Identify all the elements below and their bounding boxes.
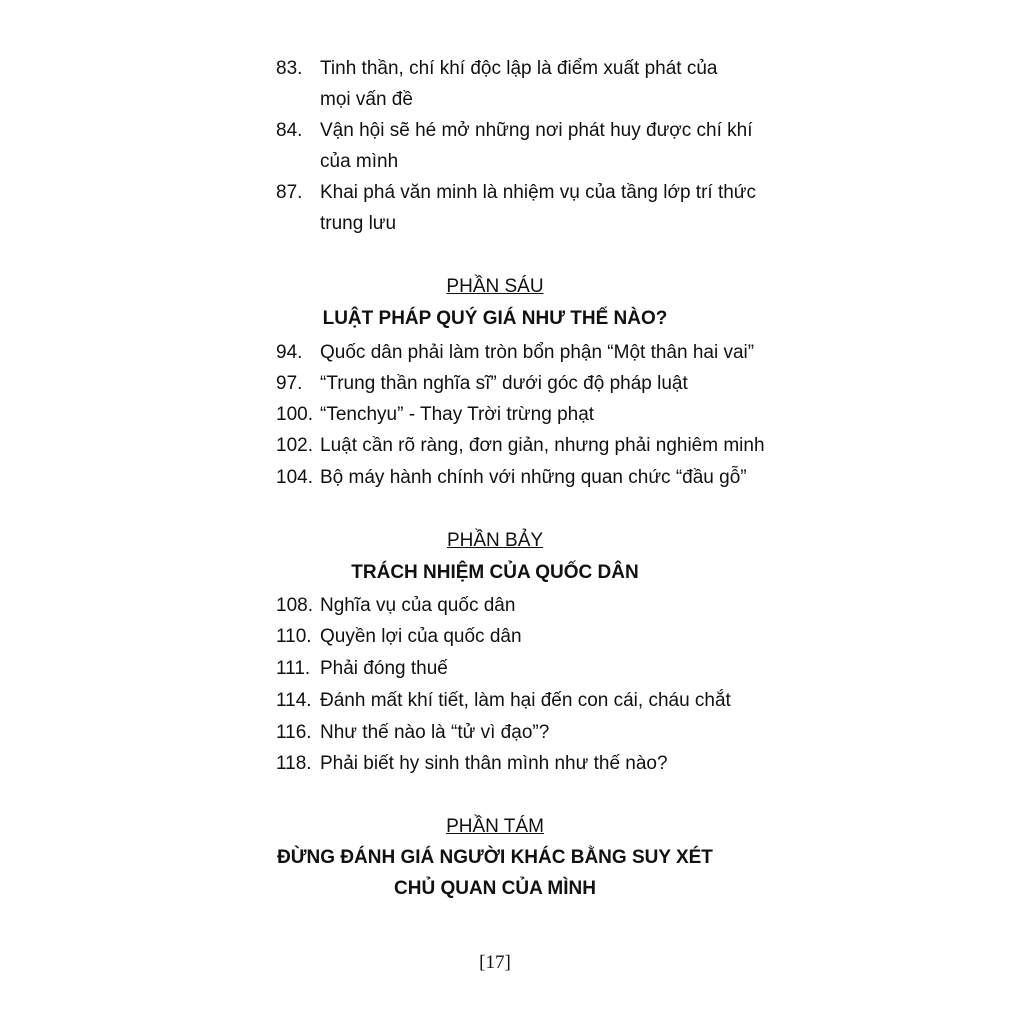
toc-entry-114 [276,685,756,716]
part-six-title: LUẬT PHÁP QUÝ GIÁ NHƯ THẾ NÀO? [322,308,668,329]
toc-entry-94 [276,337,756,368]
entry-text: Quốc dân phải làm tròn bổn phận “Một thân hai vai” [320,342,755,363]
toc-entry-110 [276,621,756,652]
toc-entry-83 [276,53,756,84]
part-eight-label: PHẦN TÁM [446,816,544,837]
toc-entry-97 [276,368,756,399]
entry-number: 87. [276,182,303,203]
entry-number: 108. [276,595,313,616]
part-seven-title: TRÁCH NHIỆM CỦA QUỐC DÂN [351,562,639,583]
entry-number: 94. [276,342,303,363]
entry-continuation: của mình [320,151,399,172]
part-eight-title-line2: CHỦ QUAN CỦA MÌNH [394,878,596,899]
toc-entry-111 [276,653,756,684]
entry-text: Khai phá văn minh là nhiệm vụ của tầng lớp trí thức [320,182,757,203]
entry-text: “Trung thần nghĩa sĩ” dưới góc độ pháp luật [320,373,688,394]
entry-text: Vận hội sẽ hé mở những nơi phát huy được chí khí [320,120,753,141]
entry-text: Như thế nào là “tử vì đạo”? [320,722,550,743]
entry-number: 111. [276,658,311,679]
entry-text: Quyền lợi của quốc dân [320,626,522,647]
entry-text: Nghĩa vụ của quốc dân [320,595,516,616]
part-eight-title-line1: ĐỪNG ĐÁNH GIÁ NGƯỜI KHÁC BẰNG SUY XÉT [277,847,713,868]
entry-continuation: mọi vấn đề [320,89,413,110]
entry-text: “Tenchyu” - Thay Trời trừng phạt [320,404,595,425]
part-six-label: PHẦN SÁU [446,276,544,297]
entry-text: Tinh thần, chí khí độc lập là điểm xuất phát của [320,58,718,79]
toc-entry-84 [276,115,756,146]
entry-number: 97. [276,373,303,394]
toc-entry-116 [276,717,756,748]
entry-number: 104. [276,467,313,488]
toc-entry-108 [276,590,756,621]
entry-text: Bộ máy hành chính với những quan chức “đầu gỗ” [320,467,747,488]
entry-text: Phải đóng thuế [320,658,448,679]
entry-number: 110. [276,626,312,647]
toc-entry-118 [276,748,756,779]
entry-number: 84. [276,120,303,141]
toc-entry-104 [276,462,756,493]
toc-entry-102 [276,430,765,461]
entry-text: Đánh mất khí tiết, làm hại đến con cái, cháu chắt [320,690,731,711]
entry-number: 116. [276,722,312,743]
part-seven-label: PHẦN BẢY [446,530,544,551]
entry-text: Luật cần rõ ràng, đơn giản, nhưng phải nghiêm minh [320,435,765,456]
entry-continuation: trung lưu [320,213,397,234]
entry-number: 100. [276,404,313,425]
page-number: [17] [479,952,511,973]
entry-text: Phải biết hy sinh thân mình như thế nào? [320,753,668,774]
entry-number: 102. [276,435,313,456]
toc-entry-100 [276,399,756,430]
entry-number: 118. [276,753,312,774]
entry-number: 83. [276,58,303,79]
entry-number: 114. [276,690,312,711]
toc-entry-87 [276,177,756,208]
